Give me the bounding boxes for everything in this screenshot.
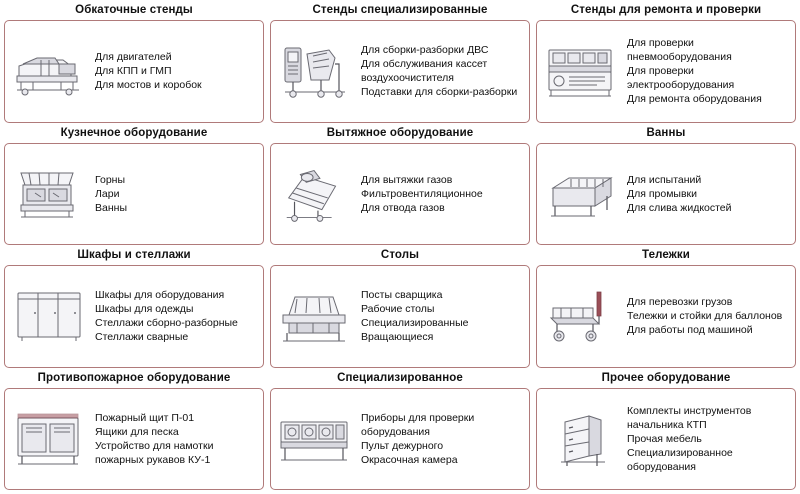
list-item: воздухоочистителя bbox=[361, 72, 454, 85]
list-item: оборудования bbox=[361, 425, 430, 438]
category-items bbox=[623, 295, 791, 337]
category-box bbox=[4, 388, 264, 491]
list-item: Шкафы для одежды bbox=[95, 303, 194, 316]
list-item: Для мостов и коробок bbox=[95, 79, 202, 92]
category-cell-3 bbox=[536, 2, 796, 123]
category-cell-4 bbox=[4, 125, 264, 246]
other-equipment-icon bbox=[541, 391, 623, 488]
list-item: Стеллажи сварные bbox=[95, 331, 189, 344]
list-item: пожарных рукавов КУ-1 bbox=[95, 453, 211, 466]
fire-equipment-icon bbox=[9, 391, 91, 488]
category-title: Стенды для ремонта и проверки bbox=[570, 4, 762, 16]
repair-check-stand-icon bbox=[541, 23, 623, 120]
category-items bbox=[357, 411, 525, 467]
list-item: Горны bbox=[95, 173, 126, 186]
category-box bbox=[536, 265, 796, 368]
list-item: Для слива жидкостей bbox=[627, 201, 732, 214]
list-item: Для вытяжки газов bbox=[361, 173, 453, 186]
category-items bbox=[91, 288, 259, 344]
list-item: Для обслуживания кассет bbox=[361, 58, 488, 71]
list-item: электрооборудования bbox=[627, 79, 735, 92]
list-item: Подставки для сборки-разборки bbox=[361, 86, 518, 99]
list-item: Комплекты инструментов bbox=[627, 404, 752, 417]
category-items bbox=[91, 173, 259, 215]
category-box bbox=[4, 265, 264, 368]
list-item: Для сборки-разборки ДВС bbox=[361, 44, 489, 57]
category-items bbox=[623, 404, 791, 474]
category-cell-12 bbox=[536, 370, 796, 491]
list-item: Окрасочная камера bbox=[361, 453, 458, 466]
category-cell-10 bbox=[4, 370, 264, 491]
category-title: Вытяжное оборудование bbox=[326, 126, 474, 139]
category-items bbox=[357, 173, 525, 215]
bath-tank-icon bbox=[541, 146, 623, 243]
category-title: Обкаточные стенды bbox=[75, 4, 193, 16]
list-item: Устройство для намотки bbox=[95, 439, 214, 452]
list-item: Для испытаний bbox=[627, 173, 702, 186]
exhaust-hood-icon bbox=[275, 146, 357, 243]
list-item: Для работы под машиной bbox=[627, 324, 753, 337]
list-item: Для проверки bbox=[627, 65, 694, 78]
list-item: Для двигателей bbox=[95, 51, 172, 64]
list-item: Для перевозки грузов bbox=[627, 296, 733, 309]
category-box bbox=[536, 143, 796, 246]
category-items bbox=[623, 36, 791, 106]
category-title: Специализированное bbox=[337, 371, 463, 384]
list-item: Специализированные bbox=[361, 317, 469, 330]
list-item: Пожарный щит П-01 bbox=[95, 411, 195, 424]
list-item: Ящики для песка bbox=[95, 425, 179, 438]
category-cell-5 bbox=[270, 125, 530, 246]
category-cell-11 bbox=[270, 370, 530, 491]
list-item: Для промывки bbox=[627, 187, 698, 200]
category-box bbox=[270, 143, 530, 246]
category-items bbox=[357, 288, 525, 344]
specialized-equipment-icon bbox=[275, 391, 357, 488]
category-box bbox=[4, 20, 264, 123]
category-items bbox=[91, 50, 259, 92]
category-box bbox=[270, 20, 530, 123]
list-item: Лари bbox=[95, 187, 120, 200]
category-box bbox=[270, 388, 530, 491]
category-items bbox=[357, 43, 525, 99]
list-item: Шкафы для оборудования bbox=[95, 289, 225, 302]
list-item: Для проверки bbox=[627, 37, 694, 50]
list-item: Для КПП и ГМП bbox=[95, 65, 172, 78]
list-item: Пульт дежурного bbox=[361, 439, 444, 452]
list-item: оборудования bbox=[627, 460, 696, 473]
category-title: Противопожарное оборудование bbox=[37, 371, 231, 384]
list-item: Тележки и стойки для баллонов bbox=[627, 310, 783, 323]
list-item: Для ремонта оборудования bbox=[627, 93, 762, 106]
category-title: Шкафы и стеллажи bbox=[77, 249, 191, 261]
list-item: Приборы для проверки bbox=[361, 411, 475, 424]
list-item: пневмооборудования bbox=[627, 51, 732, 64]
category-box bbox=[4, 143, 264, 246]
list-item: начальника КТП bbox=[627, 418, 707, 431]
engine-test-stand-icon bbox=[9, 23, 91, 120]
list-item: Специализированное bbox=[627, 446, 733, 459]
category-title: Столы bbox=[380, 249, 420, 261]
specialized-stand-icon bbox=[275, 23, 357, 120]
list-item: Посты сварщика bbox=[361, 289, 443, 302]
category-box bbox=[536, 388, 796, 491]
category-cell-2 bbox=[270, 2, 530, 123]
category-title: Прочее оборудование bbox=[601, 371, 731, 384]
category-items bbox=[623, 173, 791, 215]
list-item: Для отвода газов bbox=[361, 201, 445, 214]
list-item: Рабочие столы bbox=[361, 303, 435, 316]
category-title: Тележки bbox=[642, 249, 690, 261]
category-title: Стенды специализированные bbox=[312, 4, 488, 16]
category-items bbox=[91, 411, 259, 467]
category-cell-1 bbox=[4, 2, 264, 123]
workbench-icon bbox=[275, 268, 357, 365]
forge-icon bbox=[9, 146, 91, 243]
category-box bbox=[536, 20, 796, 123]
category-title: Ванны bbox=[646, 126, 686, 139]
category-box bbox=[270, 265, 530, 368]
category-cell-6 bbox=[536, 125, 796, 246]
list-item: Стеллажи сборно-разборные bbox=[95, 317, 238, 330]
category-cell-7 bbox=[4, 247, 264, 368]
list-item: Вращающиеся bbox=[361, 331, 434, 344]
cart-icon bbox=[541, 268, 623, 365]
list-item: Фильтровентиляционное bbox=[361, 187, 483, 200]
list-item: Ванны bbox=[95, 201, 127, 214]
category-title: Кузнечное оборудование bbox=[60, 126, 208, 139]
category-cell-8 bbox=[270, 247, 530, 368]
list-item: Прочая мебель bbox=[627, 432, 702, 445]
category-cell-9 bbox=[536, 247, 796, 368]
cabinet-icon bbox=[9, 268, 91, 365]
